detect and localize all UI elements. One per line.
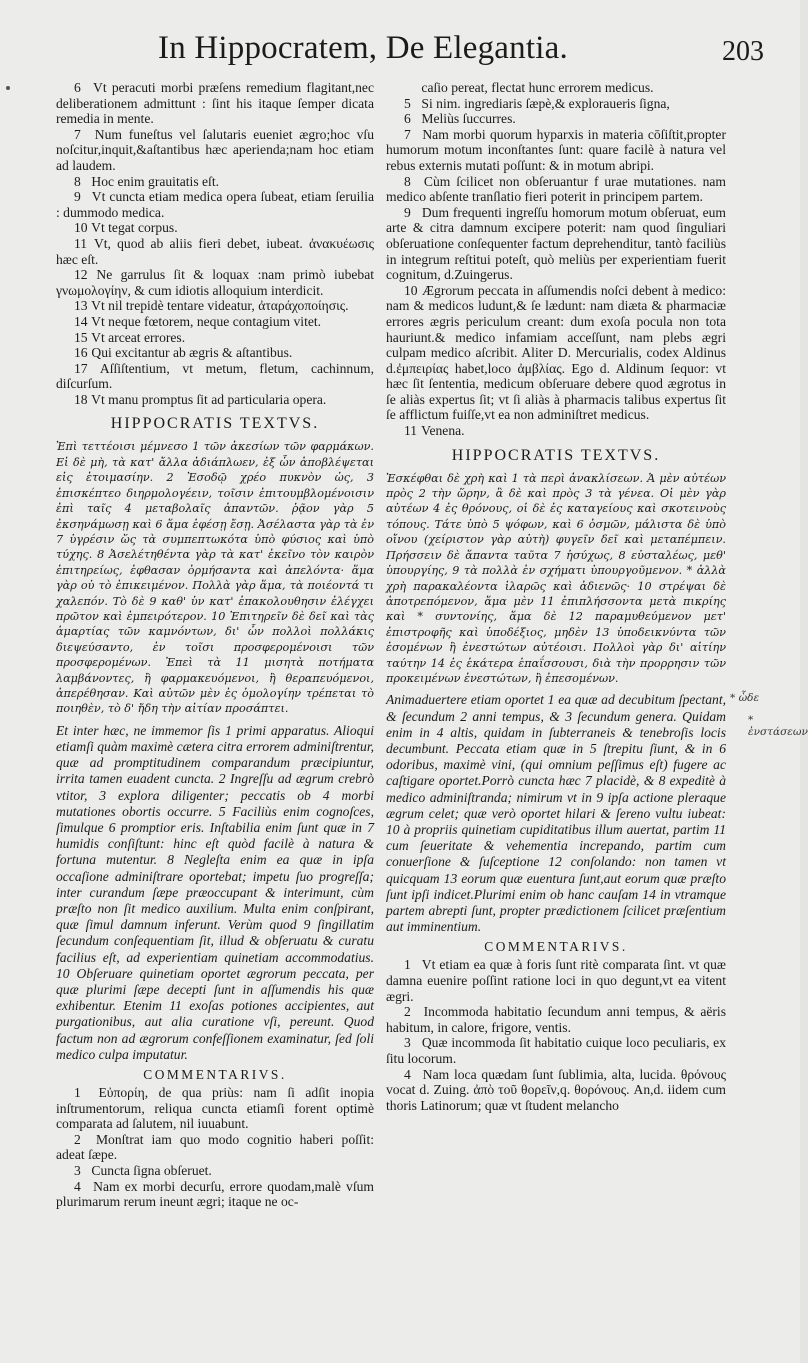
note-item bbox=[56, 1132, 374, 1163]
note-number: 6 bbox=[404, 111, 411, 127]
note-item bbox=[386, 96, 726, 112]
note-item bbox=[386, 80, 726, 96]
note-item bbox=[56, 127, 374, 174]
note-text: Vt neque fœtorem, neque contagium vitet. bbox=[91, 313, 322, 329]
note-text: Num funeſtus vel ſalutaris eueniet ægro;hoc vſu noſcitur,inquit,&aſtantibus hæc aperienda;nam hoc etiam ad laudem. bbox=[56, 126, 374, 173]
note-item bbox=[56, 267, 374, 298]
note-item bbox=[56, 80, 374, 127]
note-item bbox=[56, 1179, 374, 1210]
note-item bbox=[56, 314, 374, 330]
note-text: Qui excitantur ab ægris & aſtantibus. bbox=[91, 345, 293, 361]
note-item bbox=[386, 957, 726, 1004]
note-item bbox=[386, 1067, 726, 1114]
note-text: Dum frequenti ingreſſu homorum motum obſeruat, eum arte & citra damnum excipere poterit: nam quod ſinguliari obſeruatione conſequenter factum deprehenditur, tantò faciliùs in integrum reſtitui poteſt, quò meliùs per experientiam fuerit cognitum, d.Zuingerus. bbox=[386, 204, 726, 283]
note-text: Vt tegat corpus. bbox=[91, 220, 178, 236]
left-greek-text: Ἐπὶ τεττέοισι μέμνεσο 1 τῶν ἀκεσίων τῶν φαρμάκων. Εἰ δὲ μὴ, τὰ κατ' ἄλλα ἀδιάπλωεν, ἐξ ὧν ἀποβλέψεται εἰς ἑτοιμασίην. 2 Ἐσοδῷ χρέο πυκνὸν ὡς, 3 ἐπισκέπτεο διηρμολογέειν, τοῖσιν ἐπιτουμβλομένοισιν ἐπὶ ταῖς 4 μεταβολαῖς ἀπαντῶν. ῥᾷον γὰρ 5 ἐκσηνάμωσῃ καὶ 6 ἅμα ἐφέσῃ ἔσῃ. Ἀσέλαστα γὰρ τὰ ἐν 7 ὑγρέσιν ὥς τὰ συμπεπτωκότα ὑπὸ φύσιος καὶ ὑπὸ τύχης. 8 Ἀσελέτηθέντα γὰρ τὰ κατ' ἐκεῖνο τὸν καιρὸν ἐπιτηρείως, ἐφθασαν ὀρμήσαντα καὶ ἀπελόντα· ἅμα γὰρ οὐ τὸ ἐπικειμένον. Πολλὰ γὰρ ἅμα, τὰ ποιέοντά τι χαλεπόν. Τὸ δὲ 9 καθ' ὑν κατ' ἐπακολουθησιν ἐλέγχει πρῶτον καὶ ἐμπειρότερον. 10 Ἐπιτηρεῖν δὲ δεῖ καὶ τὰς ἁμαρτίας τῶν καμνόντων, δι' ὧν πολλοὶ πολλάκις διεψεύσαντο, ἐν τοῖσι προσφερομένοισι τῶν προσφερομένων. Ἐπεὶ τὰ 11 μισητὰ ποτήματα λαμβάνοντες, ἢ φαρμακευόμενοι, ἢ θεραπευόμενοι, ἀπερέθησαν. Καὶ αὐτῶν μὲν ἐς ὁμολογίην τρέπεται τὸ ποιηθὲν, τὸ δ' ἤδη τὴν αἰτίαν προσάπτει. bbox=[56, 440, 374, 716]
note-text: Ægrorum peccata in aſſumendis noſci debent à medico: nam & medicos ludunt,& ſe lædunt: nam diæta & pharmaciæ errores ægris periculum creant: dum exoſa pocula non tota hauriunt.& medico infamiam acceſſunt, nam plebs ægri culpam medico aſcribit. Aliter D. Mercurialis, codex Aldinus d.ἐμπειρίας habet,loco ἀμβλίας. Ego d. Aldinum ſequor: vt hæc ſit ſententia, medicum obſeruare debere quod ægrotus in ſe aliàs expertus ſit; vt ſi aliàs à pharmacis talibus expertus ſit ſe afflictum fuiſſe,vt ea non adminiſtret medicus. bbox=[386, 282, 726, 423]
note-number: 11 bbox=[404, 423, 418, 439]
right-numbered-notes bbox=[386, 80, 726, 439]
note-text: Vt, quod ab aliis fieri debet, iubeat. ἀνακυέωσις hæc eſt. bbox=[56, 235, 375, 267]
margin-dot bbox=[6, 86, 10, 90]
note-item bbox=[386, 111, 726, 127]
note-number: 4 bbox=[404, 1066, 411, 1082]
running-header bbox=[0, 30, 800, 80]
right-commentary-title: COMMENTARIVS. bbox=[484, 939, 628, 955]
right-column bbox=[386, 80, 726, 1360]
note-text: Nam ex morbi decurſu, errore quodam,malè vſum plurimarum rerum ineunt ægri; itaque ne oc- bbox=[56, 1178, 375, 1210]
note-text: Nam loca quædam ſunt ſublimia, alta, lucida. θρόνους vocat d. Zuing. ἀπὸ τοῦ θορεῖν,q. θορόνους. An,d. iidem cum thoris Latinorum; quæ vt ſtudent melancho bbox=[386, 1066, 726, 1113]
right-latin-translation: Animaduertere etiam oportet 1 ea quæ ad decubitum ſpectant, & ſecundum 2 anni tempus, & 3 ſecundum genera. Quidam enim in 4 altis, quidam in ſubterraneis & tenebroſis locis decumbunt. Peccata etiam quæ in 5 ſtrepitu ſiunt, & in 6 odoribus, maximè vini, (qui omnium peſſimus eſt) fugere ac caſtigare oportet.Porrò cuncta hæc 7 placidè, & 8 expeditè à medico adminiſtranda; nimirum vt in 9 ipſa actione pleraque ægrum celet; quæ verò oportet hilari & ſereno vultu iubeat: 10 à propriis quinetiam cupiditatibus illum auertat, partim 11 cum ſeueritate & vehementia increpando, partim cum conuerſione & ſuſceptione 12 conſolando: non tamen vt quicquam 13 eorum quæ euentura ſunt,aut eorum quæ præſto ſunt ipſi indicet.Plurimi enim ob hanc cauſam 14 in vtramque partem abrepti ſunt, propter prædictionem ſcilicet præſentium aut imminentium. bbox=[386, 692, 726, 935]
note-item bbox=[56, 1085, 374, 1132]
note-number: 6 bbox=[74, 80, 81, 95]
note-number: 3 bbox=[74, 1163, 81, 1179]
note-text: Nam morbi quorum hyparxis in materia cōſiſtit,propter humorum motum inconſtantes ſunt: quare facilè à natura vel rebus externis mutati poſſunt: & in motum abripi. bbox=[386, 126, 726, 173]
right-commentary-notes bbox=[386, 957, 726, 1113]
note-item bbox=[386, 423, 726, 439]
note-item bbox=[386, 1004, 726, 1035]
left-section-title: HIPPOCRATIS TEXTVS. bbox=[110, 415, 320, 433]
note-number: 1 bbox=[404, 957, 411, 973]
page-number: 203 bbox=[722, 36, 764, 67]
note-text: Vt etiam ea quæ à foris ſunt ritè comparata ſint. vt quæ damna euenire poſſint ratione loci in quo degunt,vt ea vitent ægri. bbox=[386, 957, 727, 1004]
note-text: Vt cuncta etiam medica opera ſubeat, etiam ſeruilia : dummodo medica. bbox=[56, 189, 375, 220]
note-item bbox=[56, 345, 374, 361]
note-number: 15 bbox=[74, 329, 88, 345]
note-item bbox=[56, 1163, 374, 1179]
left-commentary-notes bbox=[56, 1085, 374, 1210]
note-number: 9 bbox=[404, 204, 411, 220]
right-section-title: HIPPOCRATIS TEXTVS. bbox=[451, 446, 661, 464]
note-number: 8 bbox=[404, 173, 411, 189]
note-item bbox=[56, 298, 374, 314]
right-greek-text: Ἐσκέφθαι δὲ χρὴ καὶ 1 τὰ περὶ ἀνακλίσεων. Ἀ μὲν αὐτέων πρὸς 2 τὴν ὥρην, ἃ δὲ καὶ πρὸς 3 τὰ γένεα. Οἱ μὲν γὰρ αὐτέων 4 ἐς θρόνους, οἱ δὲ ἐς καταγείους καὶ σκοτεινοὺς τόπους. Τάτε ὑπὸ 5 ψόφων, καὶ 6 ὀσμῶν, μάλιστα δὲ ὑπὸ οἴνου (χείριστον γὰρ αὐτὴ) φυγεῖν δεῖ καὶ μεταπέμπειν. Πρήσσειν δὲ ἅπαντα ταῦτα 7 ἡσύχως, 8 εὐσταλέως, μεθ' ὑπουργίης, 9 τὰ πολλὰ ἐν σχήματι ὑπουργοῦμενον. * ἀλλὰ χρὴ παρακαλέοντα ἱλαρῶς καὶ ἀδιενῶς· 10 στρέψαι δὲ ἀποτρεπόμενον, ἅμα μὲν 11 ἐπιπλήσσοντα μετὰ πικρίης καὶ * συντονίης, ἅμα δὲ 12 παραμυθεύμενον μετ' ἐπιστροφῆς καὶ ὑποδέξιος, μηδὲν 13 ὑποδεικνύντα τῶν ἐσομένων ἢ ἐνεστώτων αὐτέοισι. Πολλοὶ γὰρ δι' αἰτίην ταύτην 14 ἐς ἑκάτερα ἐπαΐσσουσι, διὰ τὴν προρρησιν τῶν προκειμένων ἐνεστώτων, ἢ ἐπεσομένων. bbox=[386, 471, 726, 685]
note-text: Vt manu promptus ſit ad particularia opera. bbox=[91, 391, 327, 407]
left-commentary-title: COMMENTARIVS. bbox=[143, 1067, 287, 1083]
note-text: Εὐπορίη, de qua priùs: nam ſi adſit inopia inſtrumentorum, reliqua cuncta etiamſi forent optimè comparata ad ſalutem, nil iuuabunt. bbox=[56, 1085, 374, 1132]
note-text: Ne garrulus ſit & loquax :nam primò iubebat γνωμολογίην, & cum idiotis alloquium interdicit. bbox=[56, 267, 375, 298]
note-text: Cùm ſcilicet non obſeruantur f urae mutationes. nam medico abſente tranſlatio fieri poterit in principem partem. bbox=[386, 173, 726, 205]
margin-note: * ἐνστάσεων bbox=[748, 714, 808, 738]
note-text: Aſſiſtentium, vt metum, fletum, cachinnum, diſcurſum. bbox=[56, 360, 374, 392]
note-number: 8 bbox=[74, 173, 81, 189]
note-text: Cuncta ſigna obſeruet. bbox=[91, 1163, 212, 1179]
note-number: 11 bbox=[74, 235, 88, 251]
note-number: 2 bbox=[404, 1004, 411, 1020]
note-text: Quæ incommoda ſit habitatio cuique loco peculiaris, ex ſitu locorum. bbox=[386, 1035, 726, 1066]
note-item bbox=[56, 174, 374, 190]
note-text: Monſtrat iam quo modo cognitio haberi poſſit: adeat ſæpe. bbox=[56, 1131, 374, 1163]
note-number: 1 bbox=[74, 1085, 81, 1101]
note-number: 7 bbox=[74, 126, 81, 142]
note-number: 5 bbox=[404, 95, 411, 111]
note-text: Venena. bbox=[421, 423, 465, 439]
note-number: 9 bbox=[74, 189, 81, 205]
note-item bbox=[56, 392, 374, 408]
note-number: 13 bbox=[74, 298, 88, 314]
note-item bbox=[56, 236, 374, 267]
note-item bbox=[56, 330, 374, 346]
note-item bbox=[386, 174, 726, 205]
note-text: caſio pereat, flectat hunc errorem medicus. bbox=[421, 80, 654, 95]
note-number: 3 bbox=[404, 1035, 411, 1051]
note-item bbox=[56, 220, 374, 236]
note-text: Vt arceat errores. bbox=[91, 329, 186, 345]
note-number: 10 bbox=[74, 220, 88, 236]
note-number: 7 bbox=[404, 126, 411, 142]
note-number: 4 bbox=[74, 1178, 81, 1194]
note-item bbox=[386, 205, 726, 283]
margin-note: * ὧδε bbox=[730, 692, 760, 704]
note-item bbox=[56, 189, 374, 220]
note-number: 12 bbox=[74, 267, 88, 283]
left-column bbox=[56, 80, 374, 1360]
note-number: 18 bbox=[74, 391, 88, 407]
note-number: 2 bbox=[74, 1131, 81, 1147]
note-number: 16 bbox=[74, 345, 88, 361]
note-item bbox=[386, 1035, 726, 1066]
note-item bbox=[386, 283, 726, 423]
note-text: Meliùs ſuccurres. bbox=[421, 111, 516, 127]
note-number: 14 bbox=[74, 313, 88, 329]
note-number: 10 bbox=[404, 282, 418, 298]
note-text: Hoc enim grauitatis eſt. bbox=[91, 173, 220, 189]
note-item bbox=[386, 127, 726, 174]
note-text: Vt nil trepidè tentare videatur, ἀταράχοποίησις. bbox=[91, 298, 349, 314]
note-number: 17 bbox=[74, 360, 88, 376]
left-numbered-notes bbox=[56, 80, 374, 407]
note-text: Vt peracuti morbi præſens remedium flagitant,nec deliberationem admittunt : ſint his itaque ſemper dicata remedia in mente. bbox=[56, 80, 374, 127]
note-item bbox=[56, 361, 374, 392]
note-text: Si nim. ingrediaris ſæpè,& exploraueris ſigna, bbox=[421, 95, 670, 111]
left-latin-translation: Et inter hæc, ne immemor ſis 1 primi apparatus. Alioqui etiamſi quàm maximè cætera citra errorem adminiſtrentur, quæ ad promptitudinem comparandum præcipiuntur, irrita tamen euadent cuncta. 2 Ingreſſu ad ægrum crebrò vtitor, 3 explora diligenter; peccatis ob 4 morbi mutationes obortis occurre. 5 Faciliùs enim cognoſces, ſimulque 6 promptior eris. Inſtabilia enim ſunt quæ in 7 humidis conſiſtunt: hinc eſt quòd facilè à natura & fortuna mutentur. 8 Negleſta enim ea quæ in ipſa occaſione adminiſtrare oportebat; impetu ſuo progreſſa; inter curandum ſæpe præoccupant & interimunt, cùm præſto non ſit medico auxilium. Multa enim conſpirant, quæ ſimul damnum inferunt. Verùm quod 9 ſingillatim ſecundum conſequentiam ſit, illud & obſeruatu & curatu facilius eſt, ad experientiam quinetiam accommodatius. 10 Obſeruare quinetiam oportet ægrorum peccata, per quæ plurimi ſæpe decepti ſunt in aſſumendis his quæ exhibentur. Etenim 11 exoſas potiones accipientes, aut purgationibus, aut alia curatione vſi, pereunt. Quod factum non ad ægrorum confeſſionem examinatur, ſed ſoli medico culpa imputatur. bbox=[56, 722, 374, 1062]
page-title: In Hippocratem, De Elegantia. bbox=[158, 30, 568, 66]
note-text: Incommoda habitatio ſecundum anni tempus, & aëris habitum, in calore, frigore, ventis. bbox=[386, 1004, 726, 1035]
